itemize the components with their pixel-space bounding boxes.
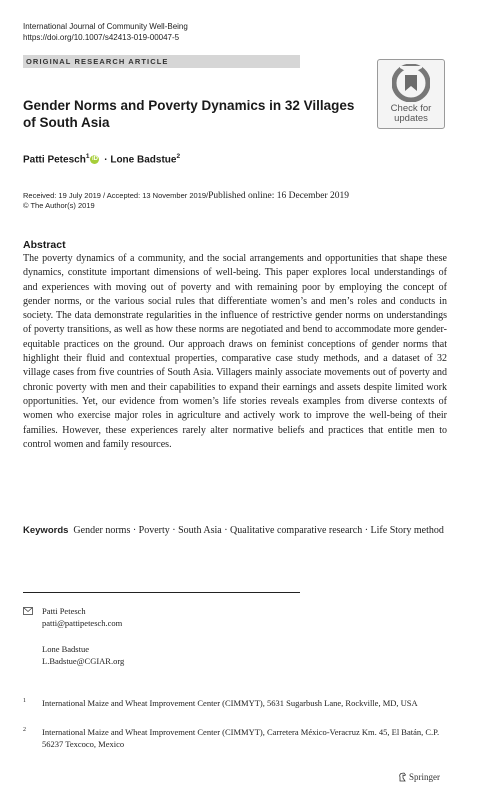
contact-name: Lone Badstue — [42, 644, 89, 654]
footnote-divider — [23, 592, 300, 593]
affiliation-number: 1 — [23, 698, 26, 704]
check-for-updates-label — [378, 104, 444, 124]
affiliation-text: International Maize and Wheat Improvement Center (CIMMYT), Carretera México-Veracruz Km. 45, El Batán, C.P. 56237 Texcoco, Mexico — [42, 727, 440, 749]
journal-name: International Journal of Community Well-Being — [23, 22, 188, 31]
contact-entry — [42, 606, 242, 629]
check-for-updates-icon — [392, 64, 430, 102]
contact-email[interactable]: L.Badstue@CGIAR.org — [42, 655, 125, 666]
envelope-icon — [23, 607, 33, 615]
contact-entry — [42, 644, 242, 667]
springer-horse-icon — [398, 772, 407, 782]
author-name[interactable]: Lone Badstue — [110, 154, 177, 166]
publisher-name: Springer — [409, 772, 440, 782]
article-title: Gender Norms and Poverty Dynamics in 32 Villages of South Asia — [23, 98, 355, 130]
badge-line-2: updates — [394, 113, 428, 124]
author-name[interactable]: Patti Petesch — [23, 154, 86, 166]
article-dates — [23, 191, 349, 211]
received-accepted-line — [23, 191, 349, 201]
contact-email[interactable]: patti@pattipetesch.com — [42, 617, 123, 628]
author-list — [23, 153, 180, 165]
keywords-list: Gender norms · Poverty · South Asia · Qualitative comparative research · Life Story method — [73, 525, 444, 536]
author-affiliation-number: 2 — [176, 153, 181, 160]
author-affiliation-number: 1 — [85, 153, 90, 160]
abstract-heading: Abstract — [23, 239, 66, 251]
check-for-updates-button[interactable] — [377, 59, 445, 129]
badge-line-1: Check for — [390, 103, 432, 114]
orcid-icon[interactable]: iD — [91, 156, 98, 163]
affiliation-text: International Maize and Wheat Improvement Center (CIMMYT), 5631 Sugarbush Lane, Rockville, MD, USA — [42, 698, 418, 708]
received-accepted-dates: Received: 19 July 2019 / Accepted: 13 November 2019/ — [23, 191, 209, 200]
author-separator: · — [104, 154, 108, 166]
contact-name: Patti Petesch — [42, 606, 86, 616]
journal-header — [23, 21, 188, 43]
copyright-line: © The Author(s) 2019 — [23, 201, 95, 210]
abstract-text: The poverty dynamics of a community, and the social arrangements and opportunities that shape these dynamics, constitute important dimensions of well-being. This paper explores local understandings of and experiences with moving out of poverty and with remaining poor by employing the concept of gender norms, or the various social rules that differentiate women’s and men’s roles and conducts in society. The data demonstrate regularities in the influence of restrictive gender norms on understandings of poverty transitions, as well as how these norms are negotiated and bend to accommodate more gender-equitable practices on the ground. Our approach draws on feminist conceptions of gender norms that highlight their fluid and contextual properties, comparative case study methods, and a dataset of 32 village cases from five countries of South Asia. Villagers mainly associate movements out of poverty and chronic poverty with men and their capabilities to expand their earnings and assets despite limited work opportunities. Yet, our evidence from women’s life stories reveals examples from diverse contexts of women who exercise major roles in agriculture and actively work to improve the well-being of their families. However, these experiences rarely alter normative beliefs and practices that entitle men to control women and family resources. — [23, 253, 447, 450]
affiliation-number: 2 — [23, 727, 26, 733]
article-type-banner: ORIGINAL RESEARCH ARTICLE — [23, 55, 300, 68]
journal-doi-link[interactable]: https://doi.org/10.1007/s42413-019-00047-5 — [23, 33, 180, 42]
keywords-label: Keywords — [23, 525, 69, 536]
keywords-section — [23, 524, 447, 538]
published-online-date: Published online: 16 December 2019 — [208, 191, 350, 201]
publisher-logo — [398, 772, 440, 782]
